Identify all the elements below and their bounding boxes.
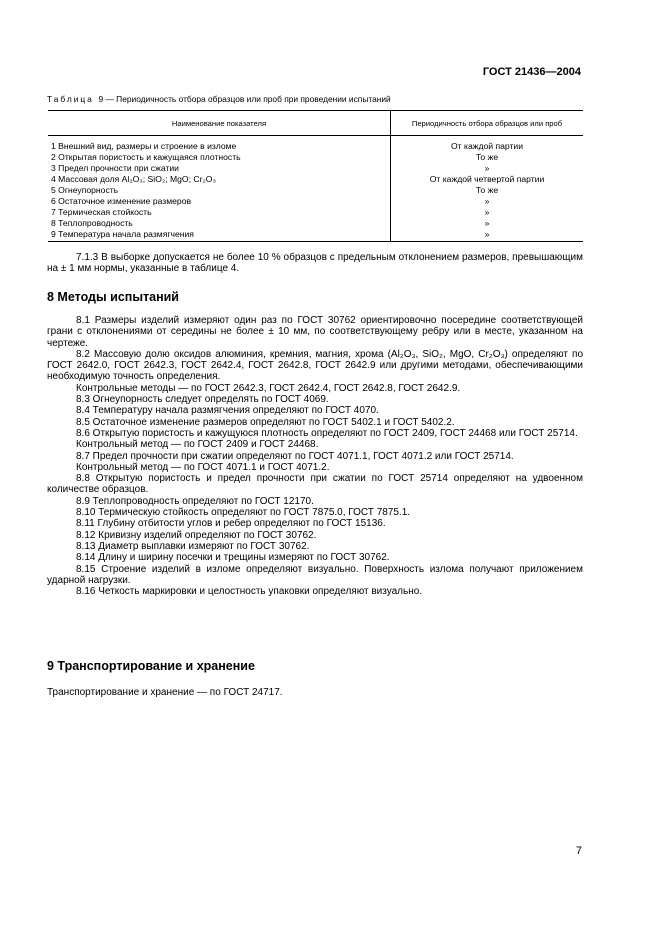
section-9-title: 9 Транспортирование и хранение <box>47 659 255 673</box>
periodicity-cell: » <box>391 229 584 242</box>
indicator-cell: 4 Массовая доля Al₂O₃; SiO₂; MgO; Cr₂O₃ <box>48 174 391 185</box>
paragraph: 8.8 Открытую пористость и предел прочности при сжатии по ГОСТ 25714 определяют на удвоенном количестве образцов. <box>47 473 583 496</box>
table-row <box>48 136 583 153</box>
indicator-cell: 7 Термическая стойкость <box>48 207 391 218</box>
periodicity-cell: То же <box>475 152 499 162</box>
paragraph: 8.15 Строение изделий в изломе определяют визуально. Поверхность излома получают приложением ударной нагрузки. <box>47 563 583 586</box>
section-8-title: 8 Методы испытаний <box>47 290 179 304</box>
paragraph: 8.2 Массовую долю оксидов алюминия, кремния, магния, хрома (Al₂O₃, SiO₂, MgO, Cr₂O₃) определяют по ГОСТ 2642.0, ГОСТ 2642.3, ГОСТ 2642.4, ГОСТ 2642.8, ГОСТ 2642.9 или другими методами, обеспечивающими необходимую точность определения. <box>47 348 583 383</box>
table-row <box>48 196 583 207</box>
paragraph: 8.4 Температуру начала размягчения определяют по ГОСТ 4070. <box>76 405 379 417</box>
paragraph-section-9: Транспортирование и хранение — по ГОСТ 24717. <box>47 687 283 698</box>
page-number: 7 <box>575 845 582 857</box>
table-row <box>48 152 583 163</box>
periodicity-cell: От каждой четвертой партии <box>429 174 545 184</box>
paragraph: 8.14 Длину и ширину посечки и трещины измеряют по ГОСТ 30762. <box>76 552 390 564</box>
table-row <box>48 229 583 242</box>
periodicity-cell: От каждой партии <box>450 141 524 151</box>
table-row <box>48 174 583 185</box>
periodicity-cell: То же <box>475 185 499 195</box>
paragraph: 8.3 Огнеупорность следует определять по ГОСТ 4069. <box>76 394 329 406</box>
paragraph: Контрольный метод — по ГОСТ 2409 и ГОСТ 24468. <box>76 439 319 451</box>
indicator-cell: 1 Внешний вид, размеры и строение в изломе <box>48 136 391 153</box>
periodicity-cell: » <box>484 207 490 217</box>
paragraph: 8.1 Размеры изделий измеряют один раз по ГОСТ 30762 ориентировочно посередине соответствующей грани с отклонениями от середины не более ± 10 мм, по соответствующему ребру или в месте, указанном на чертеже. <box>47 315 583 349</box>
indicator-cell: 2 Открытая пористость и кажущаяся плотность <box>48 152 391 163</box>
periodicity-cell: » <box>484 163 490 173</box>
indicator-cell: 9 Температура начала размягчения <box>48 229 391 242</box>
table-row <box>48 185 583 196</box>
indicator-cell: 8 Теплопроводность <box>48 218 391 229</box>
paragraph: 8.13 Диаметр выплавки измеряют по ГОСТ 30762. <box>76 540 310 552</box>
indicator-cell: 5 Огнеупорность <box>48 185 391 196</box>
paragraph: Контрольный метод — по ГОСТ 4071.1 и ГОСТ 4071.2. <box>76 461 330 473</box>
table-row <box>48 207 583 218</box>
periodicity-cell: » <box>484 196 490 206</box>
paragraph: Контрольные методы — по ГОСТ 2642.3, ГОСТ 2642.4, ГОСТ 2642.8, ГОСТ 2642.9. <box>76 382 461 394</box>
table-caption-text: 9 — Периодичность отбора образцов или проб при проведении испытаний <box>98 94 391 104</box>
table-row <box>48 163 583 174</box>
document-id: ГОСТ 21436—2004 <box>482 66 581 78</box>
sampling-table <box>48 110 583 242</box>
paragraph: 8.12 Кривизну изделий определяют по ГОСТ 30762. <box>76 529 317 541</box>
paragraph: 8.6 Открытую пористость и кажущуюся плотность определяют по ГОСТ 2409, ГОСТ 24468 или ГОСТ 25714. <box>76 427 578 439</box>
table-row <box>48 218 583 229</box>
section-8-body <box>47 315 583 597</box>
col-header-periodicity: Периодичность отбора образцов или проб <box>391 111 584 136</box>
indicator-cell: 6 Остаточное изменение размеров <box>48 196 391 207</box>
indicator-cell: 3 Предел прочности при сжатии <box>48 163 391 174</box>
table-caption-word: Таблица <box>47 94 94 104</box>
paragraph: 8.7 Предел прочности при сжатии определяют по ГОСТ 4071.1, ГОСТ 4071.2 или ГОСТ 25714. <box>76 450 514 462</box>
paragraph-7-1-3: 7.1.3 В выборке допускается не более 10 % образцов с предельным отклонением размеров, превышающим на ± 1 мм нормы, указанные в таблице 4. <box>47 252 583 275</box>
paragraph: 8.11 Глубину отбитости углов и ребер определяют по ГОСТ 15136. <box>76 518 386 530</box>
periodicity-cell: » <box>484 218 490 228</box>
paragraph: 8.9 Теплопроводность определяют по ГОСТ 12170. <box>76 495 314 507</box>
table-caption <box>47 94 391 104</box>
paragraph: 8.5 Остаточное изменение размеров определяют по ГОСТ 5402.1 и ГОСТ 5402.2. <box>76 416 455 428</box>
col-header-indicator: Наименование показателя <box>48 111 391 136</box>
paragraph: 8.16 Четкость маркировки и целостность упаковки определяют визуально. <box>76 586 423 598</box>
paragraph: 8.10 Термическую стойкость определяют по ГОСТ 7875.0, ГОСТ 7875.1. <box>76 507 411 519</box>
